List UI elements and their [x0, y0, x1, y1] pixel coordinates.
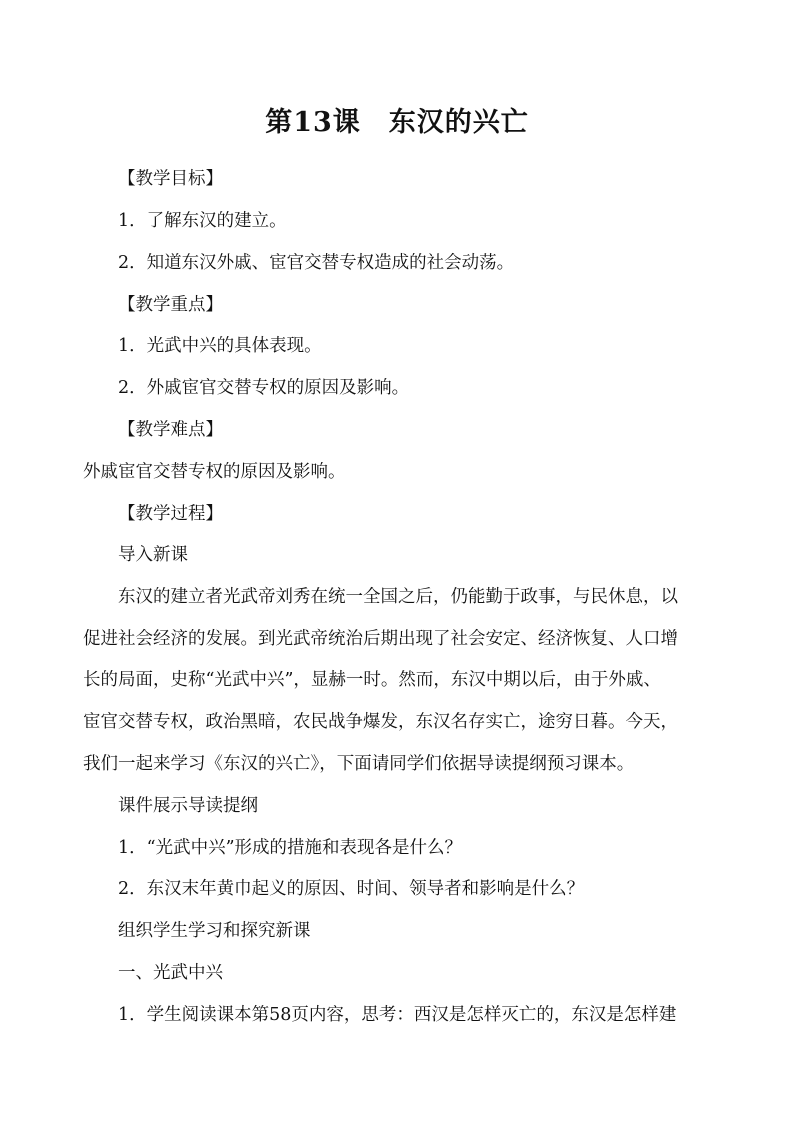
section-heading-difficulties: 【教学难点】 — [118, 420, 223, 440]
difficulty-text: 外戚宦官交替专权的原因及影响。 — [83, 462, 346, 482]
paragraph-line: 促进社会经济的发展。到光武帝统治后期出现了社会安定、经济恢复、人口增 — [83, 629, 678, 649]
subheading-outline: 课件展示导读提纲 — [118, 796, 258, 816]
paragraph-line: 长的局面，史称“光武中兴”，显赫一时。然而，东汉中期以后，由于外戚、 — [83, 670, 661, 690]
page-title: 第13课 东汉的兴亡 — [265, 107, 529, 138]
paragraph-line: 东汉的建立者光武帝刘秀在统一全国之后，仍能勤于政事，与民休息，以 — [118, 587, 678, 607]
paragraph-line: 宦官交替专权，政治黑暗，农民战争爆发，东汉名存实亡，途穷日暮。今天， — [83, 712, 678, 732]
subheading-study: 组织学生学习和探究新课 — [118, 921, 311, 941]
key-point-item: 2．外戚宦官交替专权的原因及影响。 — [118, 378, 410, 398]
outline-item: 1．“光武中兴”形成的措施和表现各是什么？ — [118, 838, 463, 858]
outline-item: 2．东汉末年黄巾起义的原因、时间、领导者和影响是什么？ — [118, 879, 585, 899]
key-point-item: 1．光武中兴的具体表现。 — [118, 336, 322, 356]
paragraph-line: 1．学生阅读课本第58页内容，思考：西汉是怎样灭亡的，东汉是怎样建 — [118, 1005, 677, 1025]
section-heading-objectives: 【教学目标】 — [118, 169, 223, 189]
paragraph-line: 我们一起来学习《东汉的兴亡》，下面请同学们依据导读提纲预习课本。 — [83, 754, 635, 774]
section-heading-process: 【教学过程】 — [118, 504, 223, 524]
objective-item: 2．知道东汉外戚、宦官交替专权造成的社会动荡。 — [118, 253, 515, 273]
section-title-guangwu: 一、光武中兴 — [118, 963, 223, 983]
section-heading-key-points: 【教学重点】 — [118, 295, 223, 315]
objective-item: 1．了解东汉的建立。 — [118, 211, 287, 231]
subheading-intro: 导入新课 — [118, 545, 188, 565]
